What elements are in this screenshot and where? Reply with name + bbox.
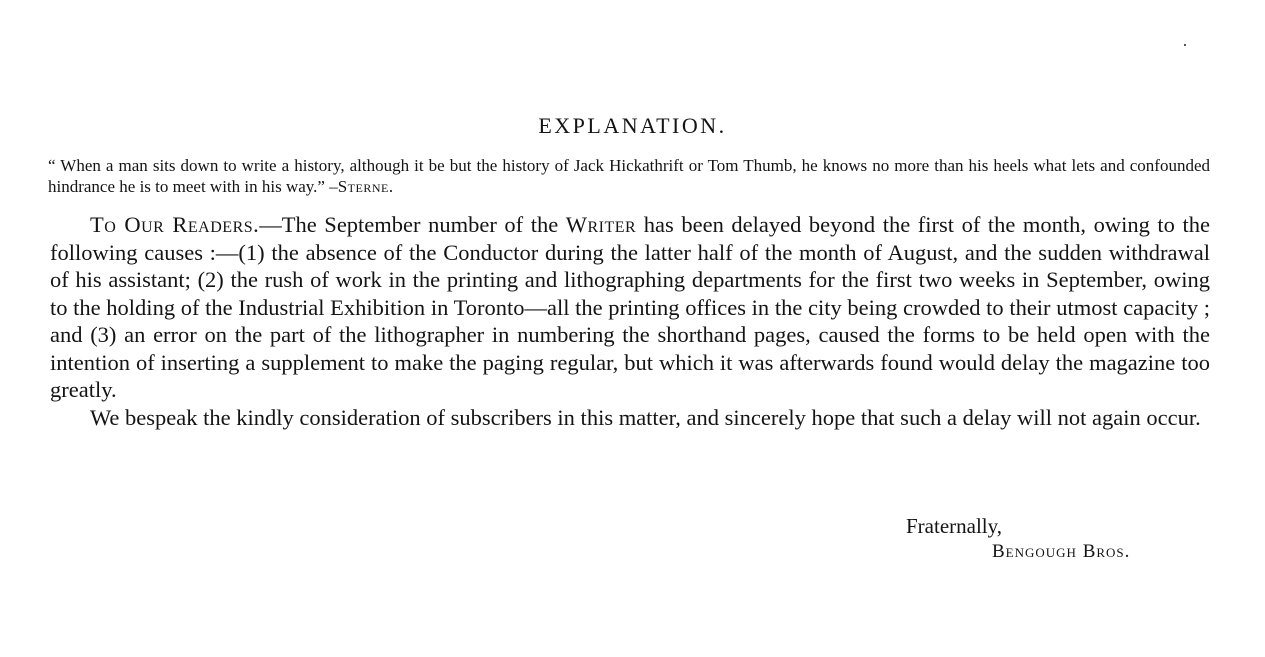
body-text bbox=[50, 211, 1210, 431]
signature: Bengough Bros. bbox=[992, 541, 1131, 562]
paragraph-1-lead: To Our Readers. bbox=[90, 212, 260, 237]
paragraph-2: We bespeak the kindly consideration of subscribers in this matter, and sincerely hope that such a delay will not again occur. bbox=[90, 404, 1201, 430]
print-speck bbox=[1184, 44, 1186, 46]
page-title: EXPLANATION. bbox=[538, 113, 727, 138]
paragraph-1-text-a: —The September number of the bbox=[259, 212, 566, 237]
closing-salutation: Fraternally, bbox=[906, 514, 1003, 538]
epigraph-author: Sterne. bbox=[337, 177, 394, 196]
magazine-name: Writer bbox=[565, 212, 637, 237]
epigraph-text: “ When a man sits down to write a history, although it be but the history of Jack Hickathrift or Tom Thumb, he knows no more than his heels what lets and confounded hindrance he is to meet with in his way.” – bbox=[48, 156, 1210, 196]
paragraph-1-text-b: has been delayed beyond the first of the month, owing to the following causes :—(1) the absence of the Conductor during the latter half of the month of August, and the sudden withdrawal of his assistant; (2) the rush of work in the printing and lithographing departments for the first two weeks in September, owing to the holding of the Industrial Exhibition in Toronto—all the printing offices in the city being crowded to their utmost capacity ; and (3) an error on the part of the lithographer in numbering the shorthand pages, caused the forms to be held open with the intention of inserting a supplement to make the paging regular, but which it was afterwards found would delay the magazine too greatly. bbox=[50, 212, 1210, 402]
paragraph-1 bbox=[50, 211, 1210, 404]
epigraph-quote bbox=[48, 155, 1210, 197]
